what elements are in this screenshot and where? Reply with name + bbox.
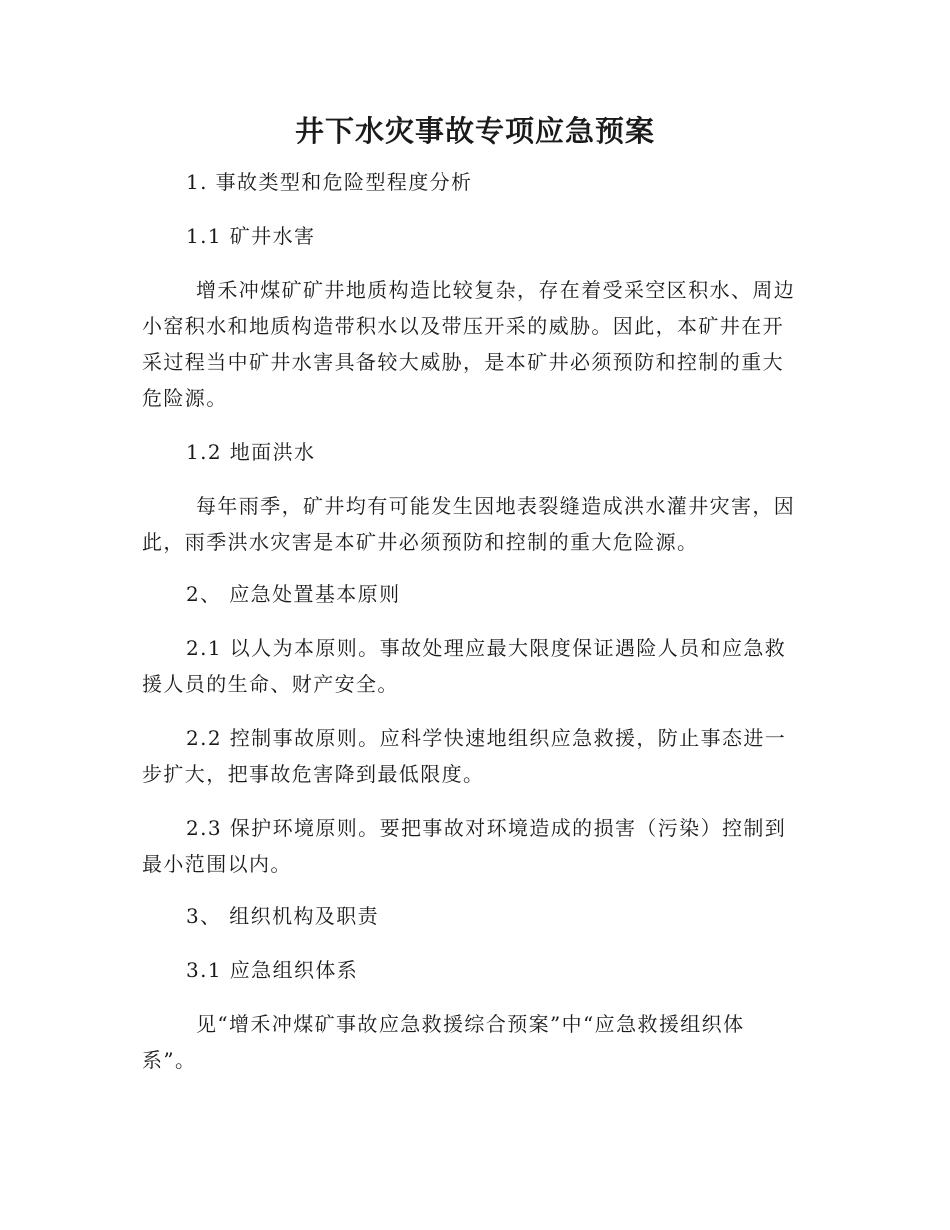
paragraph-line: 危险源。	[142, 386, 228, 410]
subsection-heading-3-1: 3.1 应急组织体系	[186, 958, 359, 982]
paragraph-line: 最小范围以内。	[142, 852, 292, 876]
paragraph-line: 每年雨季，矿井均有可能发生因地表裂缝造成洪水灌井灾害，因	[196, 494, 796, 518]
section-heading-1: 1. 事故类型和危险型程度分析	[186, 170, 473, 194]
paragraph-line: 步扩大，把事故危害降到最低限度。	[142, 762, 485, 786]
section-heading-3: 3、 组织机构及职责	[186, 904, 380, 928]
paragraph-line: 小窑积水和地质构造带积水以及带压开采的威胁。因此，本矿井在开	[142, 314, 784, 338]
paragraph-line: 此，雨季洪水灾害是本矿井必须预防和控制的重大危险源。	[142, 530, 699, 554]
paragraph-line: 增禾冲煤矿矿井地质构造比较复杂，存在着受采空区积水、周边	[196, 278, 796, 302]
section-heading-2: 2、 应急处置基本原则	[186, 582, 401, 606]
paragraph-line: 见“增禾冲煤矿事故应急救援综合预案”中“应急救援组织体	[196, 1012, 745, 1036]
paragraph-line: 采过程当中矿井水害具备较大威胁，是本矿井必须预防和控制的重大	[142, 350, 784, 374]
paragraph-line: 2.2 控制事故原则。应科学快速地组织应急救援，防止事态进一	[186, 726, 787, 750]
paragraph-line: 援人员的生命、财产安全。	[142, 672, 399, 696]
paragraph-line: 2.3 保护环境原则。要把事故对环境造成的损害（污染）控制到	[186, 816, 787, 840]
subsection-heading-1-1: 1.1 矿井水害	[186, 224, 316, 248]
paragraph-line: 系”。	[142, 1048, 197, 1072]
subsection-heading-1-2: 1.2 地面洪水	[186, 440, 316, 464]
document-title: 井下水灾事故专项应急预案	[294, 114, 655, 148]
paragraph-line: 2.1 以人为本原则。事故处理应最大限度保证遇险人员和应急救	[186, 636, 787, 660]
